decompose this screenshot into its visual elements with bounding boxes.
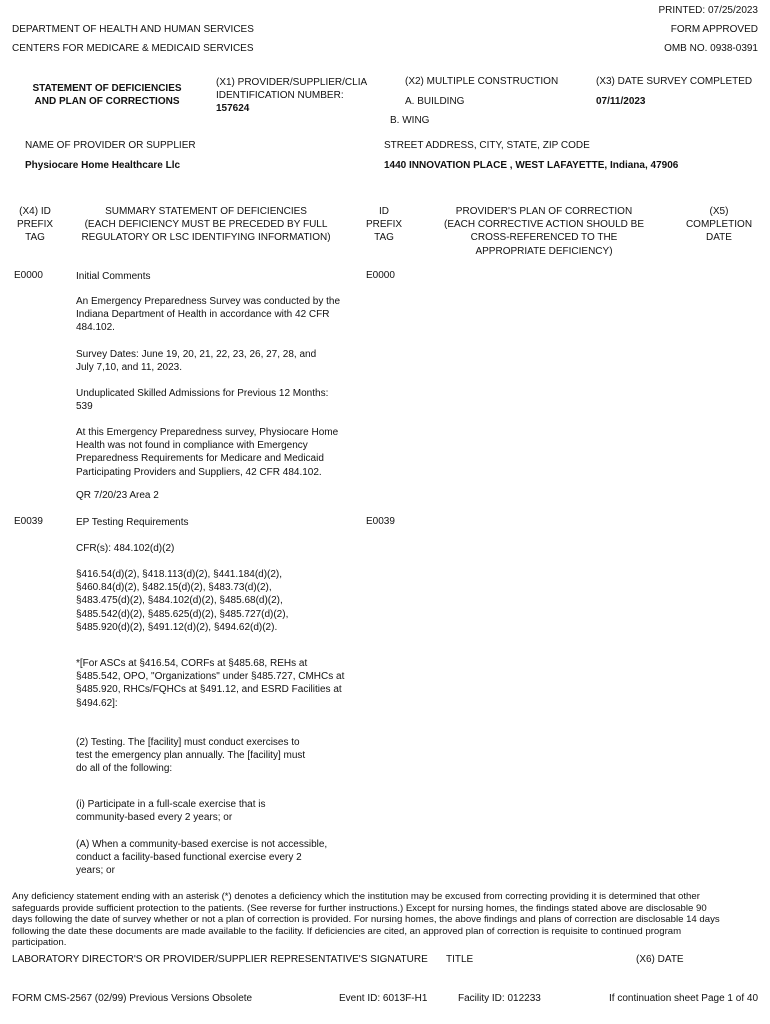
col-summary-header: SUMMARY STATEMENT OF DEFICIENCIES (EACH DEFICIENCY MUST BE PRECEDED BY FULL REGULATORY OR LSC IDENTIFYING INFORMATION)	[81, 206, 331, 244]
provider-name: Physiocare Home Healthcare Llc	[25, 160, 181, 171]
department-name: DEPARTMENT OF HEALTH AND HUMAN SERVICES	[12, 24, 254, 35]
x1-value: 157624	[216, 103, 250, 115]
statement-title: STATEMENT OF DEFICIENCIES AND PLAN OF CORRECTIONS	[32, 83, 182, 108]
paragraph-cfr: CFR(s): 484.102(d)(2)	[76, 543, 175, 554]
form-number: FORM CMS-2567 (02/99) Previous Versions Obsolete	[12, 993, 253, 1004]
page-indicator: If continuation sheet Page 1 of 40	[609, 993, 758, 1004]
facility-id: Facility ID: 012233	[458, 993, 541, 1004]
paragraph-full-scale: (i) Participate in a full-scale exercise that is community-based every 2 years; or	[76, 799, 266, 824]
x1-provider-id: (X1) PROVIDER/SUPPLIER/CLIA IDENTIFICATION NUMBER: 157624	[216, 76, 386, 116]
e0039-title: EP Testing Requirements	[76, 517, 189, 528]
event-id: Event ID: 6013F-H1	[339, 993, 428, 1004]
x3-value: 07/11/2023	[596, 96, 646, 107]
deficiency-disclaimer: Any deficiency statement ending with an asterisk (*) denotes a deficiency which the institution may be excused from correcting providing it is determined that other safeguards provide sufficient protection to the patients. (See reverse for further instructions.) Except for nursing homes, the findings stated above are disclosable 90 days following the date of survey whether or not a plan of correction is provided. For nursing homes, the above findings and plans of correction are disclosable 14 days following the date these documents are made available to the facility. If deficiencies are cited, an approved plan of correction is requisite to continued program participation.	[12, 891, 720, 949]
col-x5-header: (X5) COMPLETION DATE	[685, 206, 753, 244]
x3-label: (X3) DATE SURVEY COMPLETED	[596, 76, 753, 87]
printed-date: PRINTED: 07/25/2023	[658, 5, 758, 16]
e0039-id-tag: E0039	[366, 516, 395, 527]
form-approved: FORM APPROVED	[670, 24, 758, 35]
paragraph-qr: QR 7/20/23 Area 2	[76, 490, 159, 501]
col-plan-header: PROVIDER'S PLAN OF CORRECTION (EACH CORRECTIVE ACTION SHOULD BE CROSS-REFERENCED TO THE APPROPRIATE DEFICIENCY)	[443, 206, 645, 257]
e0000-id-tag: E0000	[366, 270, 395, 281]
address-value: 1440 INNOVATION PLACE , WEST LAFAYETTE, Indiana, 47906	[384, 160, 679, 171]
paragraph-survey-intro: An Emergency Preparedness Survey was conducted by the Indiana Department of Health in accordance with 42 CFR 484.102.	[76, 296, 341, 334]
x6-date-label: (X6) DATE	[636, 954, 684, 965]
signature-label: LABORATORY DIRECTOR'S OR PROVIDER/SUPPLIER REPRESENTATIVE'S SIGNATURE	[12, 954, 428, 965]
paragraph-compliance: At this Emergency Preparedness survey, Physiocare Home Health was not found in compliance with Emergency Preparedness Requirements for Medicare and Medicaid Participating Providers and Suppliers, 42 CFR 484.102.	[76, 427, 339, 478]
x2-building: A. BUILDING	[405, 96, 465, 107]
paragraph-testing: (2) Testing. The [facility] must conduct exercises to test the emergency plan annually. The [facility] must do all of the following:	[76, 737, 306, 775]
paragraph-sections: §416.54(d)(2), §418.113(d)(2), §441.184(d)(2), §460.84(d)(2), §482.15(d)(2), §483.73(d)(2), §483.475(d)(2), §484.102(d)(2), §485.68(d)(2), §485.542(d)(2), §485.625(d)(2), §485.727(d)(2), §485.920(d)(2), §491.12(d)(2), §494.62(d)(2).	[76, 569, 289, 633]
address-label: STREET ADDRESS, CITY, STATE, ZIP CODE	[384, 140, 590, 151]
provider-name-label: NAME OF PROVIDER OR SUPPLIER	[25, 140, 196, 151]
e0039-prefix-tag: E0039	[14, 516, 43, 527]
e0000-title: Initial Comments	[76, 271, 151, 282]
omb-number: OMB NO. 0938-0391	[664, 43, 758, 54]
paragraph-survey-dates: Survey Dates: June 19, 20, 21, 22, 23, 26, 27, 28, and July 7,10, and 11, 2023.	[76, 349, 317, 374]
x2-label: (X2) MULTIPLE CONSTRUCTION	[405, 76, 559, 87]
e0000-prefix-tag: E0000	[14, 270, 43, 281]
centers-name: CENTERS FOR MEDICARE & MEDICAID SERVICES	[12, 43, 254, 54]
paragraph-facility-based: (A) When a community-based exercise is not accessible, conduct a facility-based functional exercise every 2 years; or	[76, 839, 328, 877]
col-x4-header: (X4) ID PREFIX TAG	[16, 206, 54, 244]
paragraph-admissions: Unduplicated Skilled Admissions for Previous 12 Months: 539	[76, 388, 329, 413]
title-label: TITLE	[446, 954, 474, 965]
col-id-header: ID PREFIX TAG	[365, 206, 403, 244]
paragraph-facility-types: *[For ASCs at §416.54, CORFs at §485.68, REHs at §485.542, OPO, "Organizations" under §485.727, CMHCs at §485.920, RHCs/FQHCs at §491.12, and ESRD Facilities at §494.62]:	[76, 658, 345, 709]
x2-wing: B. WING	[390, 115, 430, 126]
